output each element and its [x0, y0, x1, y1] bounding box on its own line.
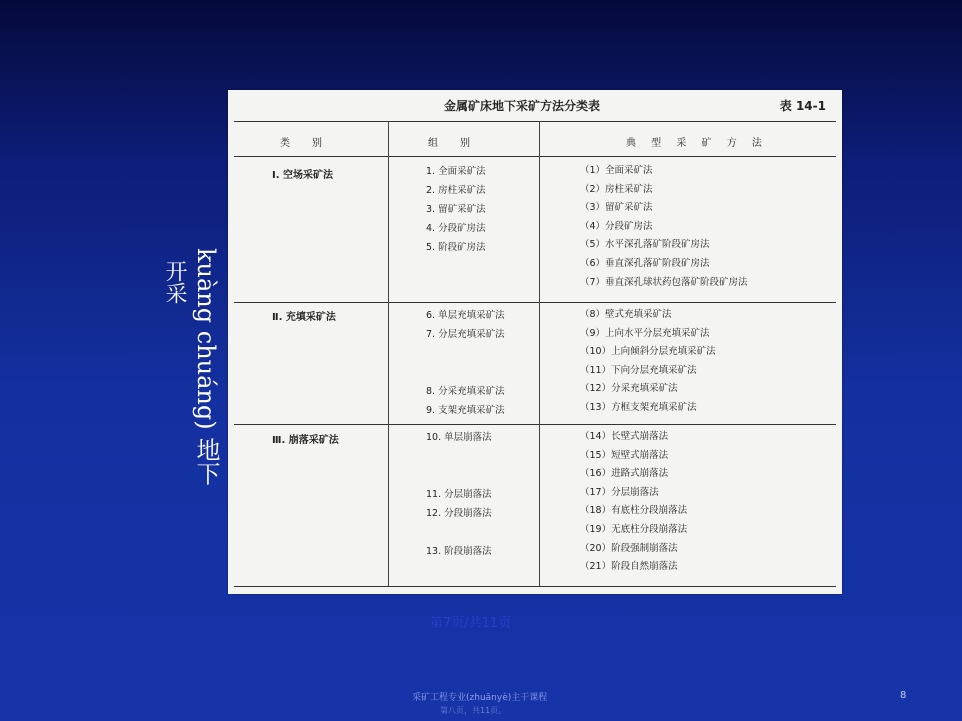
list-item: （11）下向分层充填采矿法 — [580, 364, 697, 376]
list-item: （16）进路式崩落法 — [580, 468, 669, 480]
list-item: （17）分层崩落法 — [580, 486, 659, 498]
table-caption — [228, 94, 842, 116]
list-item: 8. 分采充填采矿法 — [426, 386, 505, 397]
groups-fill — [426, 306, 505, 420]
category-caving: Ⅲ. 崩落采矿法 — [272, 435, 339, 446]
list-item: 4. 分段矿房法 — [426, 223, 486, 234]
category-fill: Ⅱ. 充填采矿法 — [272, 312, 336, 323]
list-item: （12）分采充填采矿法 — [580, 383, 678, 395]
list-item: （20）阶段强制崩落法 — [580, 542, 678, 554]
header-rule — [234, 156, 836, 157]
footer-page-info: 第八页，共11页。 — [440, 706, 507, 715]
groups-caving — [426, 428, 492, 561]
list-item: 5. 阶段矿房法 — [426, 242, 486, 253]
methods-open-stope — [580, 162, 748, 292]
table-number: 表 14-1 — [779, 99, 826, 113]
list-item: （7）垂直深孔球状药包落矿阶段矿房法 — [580, 276, 748, 288]
list-item: 7. 分层充填采矿法 — [426, 329, 505, 340]
row-rule-2 — [234, 424, 836, 425]
category-open-stope: Ⅰ. 空场采矿法 — [272, 170, 334, 181]
list-item: （21）阶段自然崩落法 — [580, 561, 678, 573]
methods-caving — [580, 428, 687, 577]
list-item: 6. 单层充填采矿法 — [426, 310, 505, 321]
page-indicator: 第7页/共11页 — [430, 616, 512, 631]
footer-course: 采矿工程专业(zhuānyè)主干课程 — [412, 693, 548, 703]
list-item: 10. 单层崩落法 — [426, 432, 492, 443]
list-item: 9. 支架充填采矿法 — [426, 405, 505, 416]
list-item: （9）上向水平分层充填采矿法 — [580, 327, 710, 339]
bottom-rule — [234, 586, 836, 587]
table-title: 金属矿床地下采矿方法分类表 — [444, 99, 601, 113]
list-item: （10）上向倾斜分层充填采矿法 — [580, 346, 716, 358]
list-item — [426, 447, 492, 466]
list-item: （3）留矿采矿法 — [580, 202, 653, 214]
list-item: （8）壁式充填采矿法 — [580, 309, 672, 320]
list-item: 13. 阶段崩落法 — [426, 546, 492, 557]
list-item: （14）长壁式崩落法 — [580, 431, 669, 442]
list-item: （4）分段矿房法 — [580, 220, 653, 232]
list-item: （19）无底柱分段崩落法 — [580, 523, 688, 535]
slide-number: 8 — [900, 690, 907, 701]
list-item: 3. 留矿采矿法 — [426, 204, 486, 215]
groups-open-stope — [426, 162, 486, 257]
list-item: 12. 分段崩落法 — [426, 508, 492, 519]
list-item: （13）方框支架充填采矿法 — [580, 401, 697, 413]
header-category: 类 别 — [280, 138, 328, 149]
list-item: （18）有底柱分段崩落法 — [580, 505, 688, 517]
list-item — [426, 363, 505, 382]
list-item: （2）房柱采矿法 — [580, 183, 653, 195]
column-divider-2 — [539, 121, 540, 586]
column-divider-1 — [388, 121, 389, 586]
list-item: 2. 房柱采矿法 — [426, 185, 486, 196]
list-item: （6）垂直深孔落矿阶段矿房法 — [580, 257, 710, 269]
title-line-2: kuàng chuáng) 地下 — [192, 248, 220, 486]
list-item: （5）水平深孔落矿阶段矿房法 — [580, 239, 710, 251]
top-rule — [234, 121, 836, 122]
mining-method-table — [228, 90, 842, 594]
list-item — [426, 344, 505, 363]
header-method: 典 型 采 矿 方 法 — [626, 138, 768, 149]
title-line-1: 开采 — [162, 260, 187, 304]
list-item: （15）短壁式崩落法 — [580, 449, 669, 461]
list-item: 1. 全面采矿法 — [426, 166, 486, 177]
row-rule-1 — [234, 302, 836, 303]
methods-fill — [580, 306, 716, 418]
list-item: （1）全面采矿法 — [580, 165, 653, 176]
list-item: 11. 分层崩落法 — [426, 489, 492, 500]
list-item — [426, 523, 492, 542]
slide-title-vertical — [162, 248, 232, 488]
list-item — [426, 466, 492, 485]
header-group: 组 别 — [428, 138, 476, 149]
